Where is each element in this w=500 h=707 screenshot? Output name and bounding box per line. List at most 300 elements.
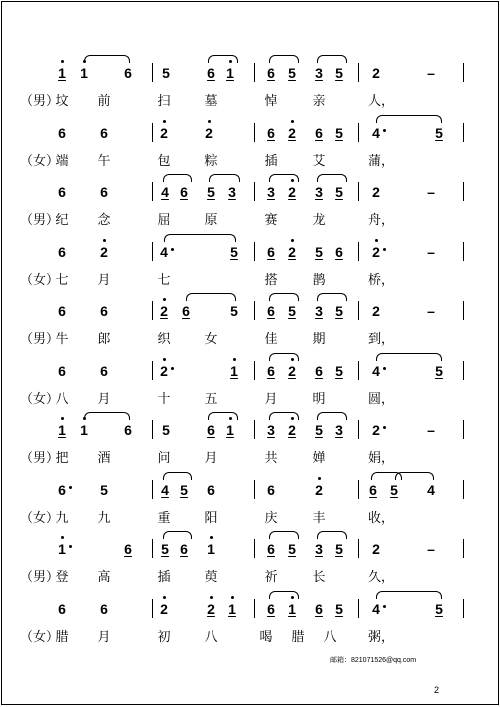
note [178,482,190,498]
slur [317,174,347,182]
lyric-char: 午 [97,152,111,168]
bar-line [254,182,255,201]
note [56,125,68,141]
lyric-char: 粥， [368,628,395,644]
lyric-char: 九 [55,509,69,525]
note [98,363,110,379]
bar-line [358,599,359,618]
bar-line [254,123,255,142]
lyric-char: 墓 [204,93,218,108]
note-digit: – [427,184,435,200]
note [158,363,170,379]
octave-dot [233,358,236,361]
note-digit: 2 [288,422,296,438]
lyric-char: 腊 [291,628,305,644]
lyric-char: 七 [157,271,171,287]
note-digit: 6 [124,541,132,557]
note-digit: 6 [100,303,108,319]
bar-line [463,182,464,201]
singer-role: （女） [20,628,60,644]
note [159,184,171,200]
note [313,65,325,81]
note [425,244,437,260]
slur [269,353,299,361]
octave-dot [61,536,64,539]
note-digit: 2 [205,124,213,141]
note [98,601,110,617]
lyric-char: 重 [157,509,171,525]
note [228,303,240,319]
slur [208,55,238,63]
score-line [2,593,500,653]
note-digit: 5 [335,600,343,617]
note-digit: 2 [372,243,380,260]
bar-line [463,63,464,82]
slur [269,412,299,420]
lyric-char: 九 [97,509,111,525]
note-digit: 6 [267,303,275,319]
lyric-char: 原 [204,212,218,227]
lyric-char: 收， [368,509,395,525]
slur [376,591,442,599]
note-digit: 6 [58,362,66,379]
note [203,125,215,141]
note [370,601,382,617]
note-digit: 3 [315,65,323,81]
lyric-char: 阳 [204,509,218,525]
lyric-char: 念 [97,212,111,227]
bar-line [358,301,359,320]
note [313,125,325,141]
note [224,65,236,81]
score-line [2,474,500,534]
note-digit: 6 [58,184,66,200]
lyric-char: 长 [312,569,326,584]
note [286,244,298,260]
lyric-char: 久， [368,569,395,584]
lyric-char: 艾 [312,152,326,168]
note [286,541,298,557]
lyric-char: 佳 [264,331,278,346]
lyric-char: 初 [157,628,171,644]
note [333,244,345,260]
note-digit: 2 [160,362,168,379]
lyric-char: 喝 [259,628,273,644]
note-digit: 2 [372,541,380,557]
note [56,65,68,81]
note [388,482,400,498]
lyric-char: 郎 [97,331,111,346]
lyric-char: 屈 [157,212,171,227]
note-digit: 6 [267,243,275,260]
bar-line [358,123,359,142]
lyric-char: 庆 [264,509,278,525]
note-digit: – [427,422,435,438]
note [425,422,437,438]
octave-dot [61,60,64,63]
note-digit: 6 [267,124,275,141]
note [122,422,134,438]
lyric-char: 织 [157,331,171,346]
singer-role: （女） [20,152,60,168]
note-digit: 3 [267,184,275,200]
note [333,65,345,81]
bar-line [152,539,153,558]
singer-role: （男） [20,331,60,346]
note [158,125,170,141]
lyric-char: 五 [204,390,218,406]
note-digit: 6 [267,600,275,617]
note-digit: 6 [369,481,377,498]
lyric-char: 期 [312,331,326,346]
slur [269,531,299,539]
lyric-char: 插 [157,569,171,584]
bar-line [463,242,464,261]
note-digit: 2 [288,124,296,141]
slur [269,293,299,301]
note [160,65,172,81]
note-digit: – [427,541,435,557]
note-digit: 6 [58,243,66,260]
augmentation-dot [69,545,72,548]
note-digit: 6 [267,362,275,379]
lyric-char: 十 [157,390,171,406]
bar-line [358,480,359,499]
note [333,125,345,141]
slur [209,174,240,182]
lyric-char: 悼 [264,93,278,108]
bar-line [358,242,359,261]
lyric-char: 祈 [264,569,278,584]
note [224,422,236,438]
note [333,303,345,319]
bar-line [254,599,255,618]
note [313,303,325,319]
note [265,184,277,200]
slur [269,55,299,63]
note-digit: 5 [435,600,443,617]
note-digit: 1 [58,422,66,438]
singer-role: （女） [20,509,60,525]
note [313,601,325,617]
bar-line [254,420,255,439]
note-digit: 6 [182,303,190,319]
note-digit: 5 [335,362,343,379]
bar-line [152,480,153,499]
bar-line [152,361,153,380]
note-digit: 5 [162,422,170,438]
note [313,541,325,557]
lyric-char: 桥， [368,271,395,287]
lyric-char: 端 [55,152,69,168]
note-digit: 5 [162,65,170,81]
slur [317,55,347,63]
note [313,363,325,379]
note-digit: 6 [100,124,108,141]
lyric-char: 明 [312,390,326,406]
note [370,422,382,438]
bar-line [152,599,153,618]
bar-line [463,539,464,558]
note [265,65,277,81]
note-digit: 5 [207,184,215,200]
note-digit: 1 [207,541,215,557]
note [205,601,217,617]
note [265,541,277,557]
note-digit: 1 [80,422,88,438]
bar-line [463,420,464,439]
note-digit: 6 [207,422,215,438]
slur [84,412,130,420]
note-digit: 5 [435,124,443,141]
note-digit: 6 [315,600,323,617]
note-digit: 4 [160,243,168,260]
note-digit: 6 [267,481,275,498]
note-digit: 3 [315,541,323,557]
note [425,303,437,319]
octave-dot [163,298,166,301]
bar-line [463,361,464,380]
slur [163,174,192,182]
lyric-char: 粽 [204,152,218,168]
note [56,303,68,319]
note [333,363,345,379]
note [180,303,192,319]
note-digit: 5 [435,362,443,379]
bar-line [463,123,464,142]
lyric-char: 月 [264,390,278,406]
bar-line [358,420,359,439]
note-digit: 4 [372,600,380,617]
note-digit: 3 [228,184,236,200]
score-line [2,176,500,236]
octave-dot [291,239,294,242]
lyric-char: 腊 [55,628,69,644]
slur [186,293,236,301]
note [333,601,345,617]
note [265,244,277,260]
note [370,541,382,557]
bar-line [254,242,255,261]
note [265,601,277,617]
octave-dot [291,120,294,123]
note [158,303,170,319]
note-digit: 5 [100,481,108,498]
score-line [2,414,500,474]
lyric-char: 八 [204,628,218,644]
note [228,244,240,260]
lyric-char: 搭 [264,271,278,287]
lyric-char: 坟 [55,93,69,108]
note [158,601,170,617]
note [367,482,379,498]
note [122,65,134,81]
lyric-char: 到， [368,331,395,346]
note-digit: 6 [315,362,323,379]
note-digit: 5 [288,303,296,319]
note-digit: 6 [58,124,66,141]
slur [84,55,130,63]
lyric-char: 高 [97,569,111,584]
note-digit: 5 [335,303,343,319]
lyric-char: 丰 [312,509,326,525]
note-digit: 6 [58,481,66,498]
lyric-char: 月 [204,450,218,465]
lyric-char: 圆， [368,390,395,406]
lyric-char: 问 [157,450,171,465]
note [158,244,170,260]
note [425,541,437,557]
bar-line [358,63,359,82]
bar-line [254,301,255,320]
note-digit: 3 [335,422,343,438]
note-digit: 2 [288,243,296,260]
note-digit: 5 [335,124,343,141]
note [370,65,382,81]
lyric-char: 纪 [55,212,69,227]
slur [164,234,236,242]
bar-line [254,63,255,82]
note-digit: 1 [58,65,66,81]
augmentation-dot [383,367,386,370]
note [333,541,345,557]
octave-dot [208,120,211,123]
note [98,125,110,141]
note-digit: 5 [335,65,343,81]
bar-line [152,301,153,320]
note-digit: 6 [267,65,275,81]
augmentation-dot [69,486,72,489]
slur [376,353,442,361]
note [286,184,298,200]
note-digit: 2 [160,124,168,141]
octave-dot [375,239,378,242]
lyric-char: 月 [97,628,111,644]
lyric-char: 插 [264,152,278,168]
note [98,184,110,200]
note [425,482,437,498]
note-digit: 6 [207,65,215,81]
note-digit: 2 [100,243,108,260]
note-digit: 5 [230,243,238,260]
footer-email: 邮箱：821071526@qq.com [330,657,417,664]
note [286,363,298,379]
slur [163,472,192,480]
note [226,184,238,200]
note [313,482,325,498]
octave-dot [231,596,234,599]
lyric-char: 七 [55,271,69,287]
note-digit: 2 [372,303,380,319]
augmentation-dot [383,248,386,251]
note [370,125,382,141]
note [205,541,217,557]
note [226,601,238,617]
note [313,244,325,260]
bar-line [254,361,255,380]
note [433,125,445,141]
note-digit: 1 [80,65,88,81]
lyric-char: 鹊 [312,271,326,287]
augmentation-dot [171,248,174,251]
note [98,244,110,260]
note [159,482,171,498]
bar-line [254,480,255,499]
note-digit: 6 [58,600,66,617]
note-digit: 2 [288,184,296,200]
lyric-char: 扫 [157,93,171,108]
slur [317,412,347,420]
note [122,541,134,557]
augmentation-dot [171,367,174,370]
note-digit: 4 [161,481,169,498]
note-digit: 3 [315,303,323,319]
note [433,601,445,617]
bar-line [152,123,153,142]
slur [395,472,434,480]
bar-line [358,539,359,558]
lyric-char: 八 [55,390,69,406]
bar-line [152,242,153,261]
note [286,422,298,438]
note [370,363,382,379]
note [433,363,445,379]
note-digit: 1 [58,541,66,557]
note-digit: 4 [372,124,380,141]
note-digit: 1 [226,422,234,438]
note-digit: 4 [427,481,435,498]
note-digit: 6 [315,124,323,141]
score-line [2,355,500,415]
slur [317,531,347,539]
note [98,303,110,319]
octave-dot [163,596,166,599]
note [265,363,277,379]
lyric-char: 萸 [204,569,218,584]
note [313,184,325,200]
octave-dot [210,596,213,599]
lyric-char: 月 [97,390,111,406]
note-digit: 1 [230,362,238,379]
note-digit: – [427,303,435,319]
note-digit: 2 [372,422,380,438]
note [56,541,68,557]
lyric-char: 蒲， [368,152,395,168]
singer-role: （男） [20,450,60,465]
augmentation-dot [383,426,386,429]
bar-line [358,182,359,201]
octave-dot [103,239,106,242]
note-digit: – [427,65,435,81]
note [425,184,437,200]
lyric-char: 月 [97,271,111,287]
lyric-char: 龙 [312,212,326,227]
note-digit: 6 [207,481,215,498]
note [178,184,190,200]
score-line [2,295,500,355]
note [265,303,277,319]
singer-role: （男） [20,569,60,584]
bar-line [463,480,464,499]
bar-line [254,539,255,558]
note-digit: 6 [100,600,108,617]
note [56,601,68,617]
note-digit: 4 [161,184,169,200]
note [228,363,240,379]
note-digit: 5 [390,481,398,498]
lyric-char: 把 [55,450,69,465]
note-digit: 5 [315,422,323,438]
